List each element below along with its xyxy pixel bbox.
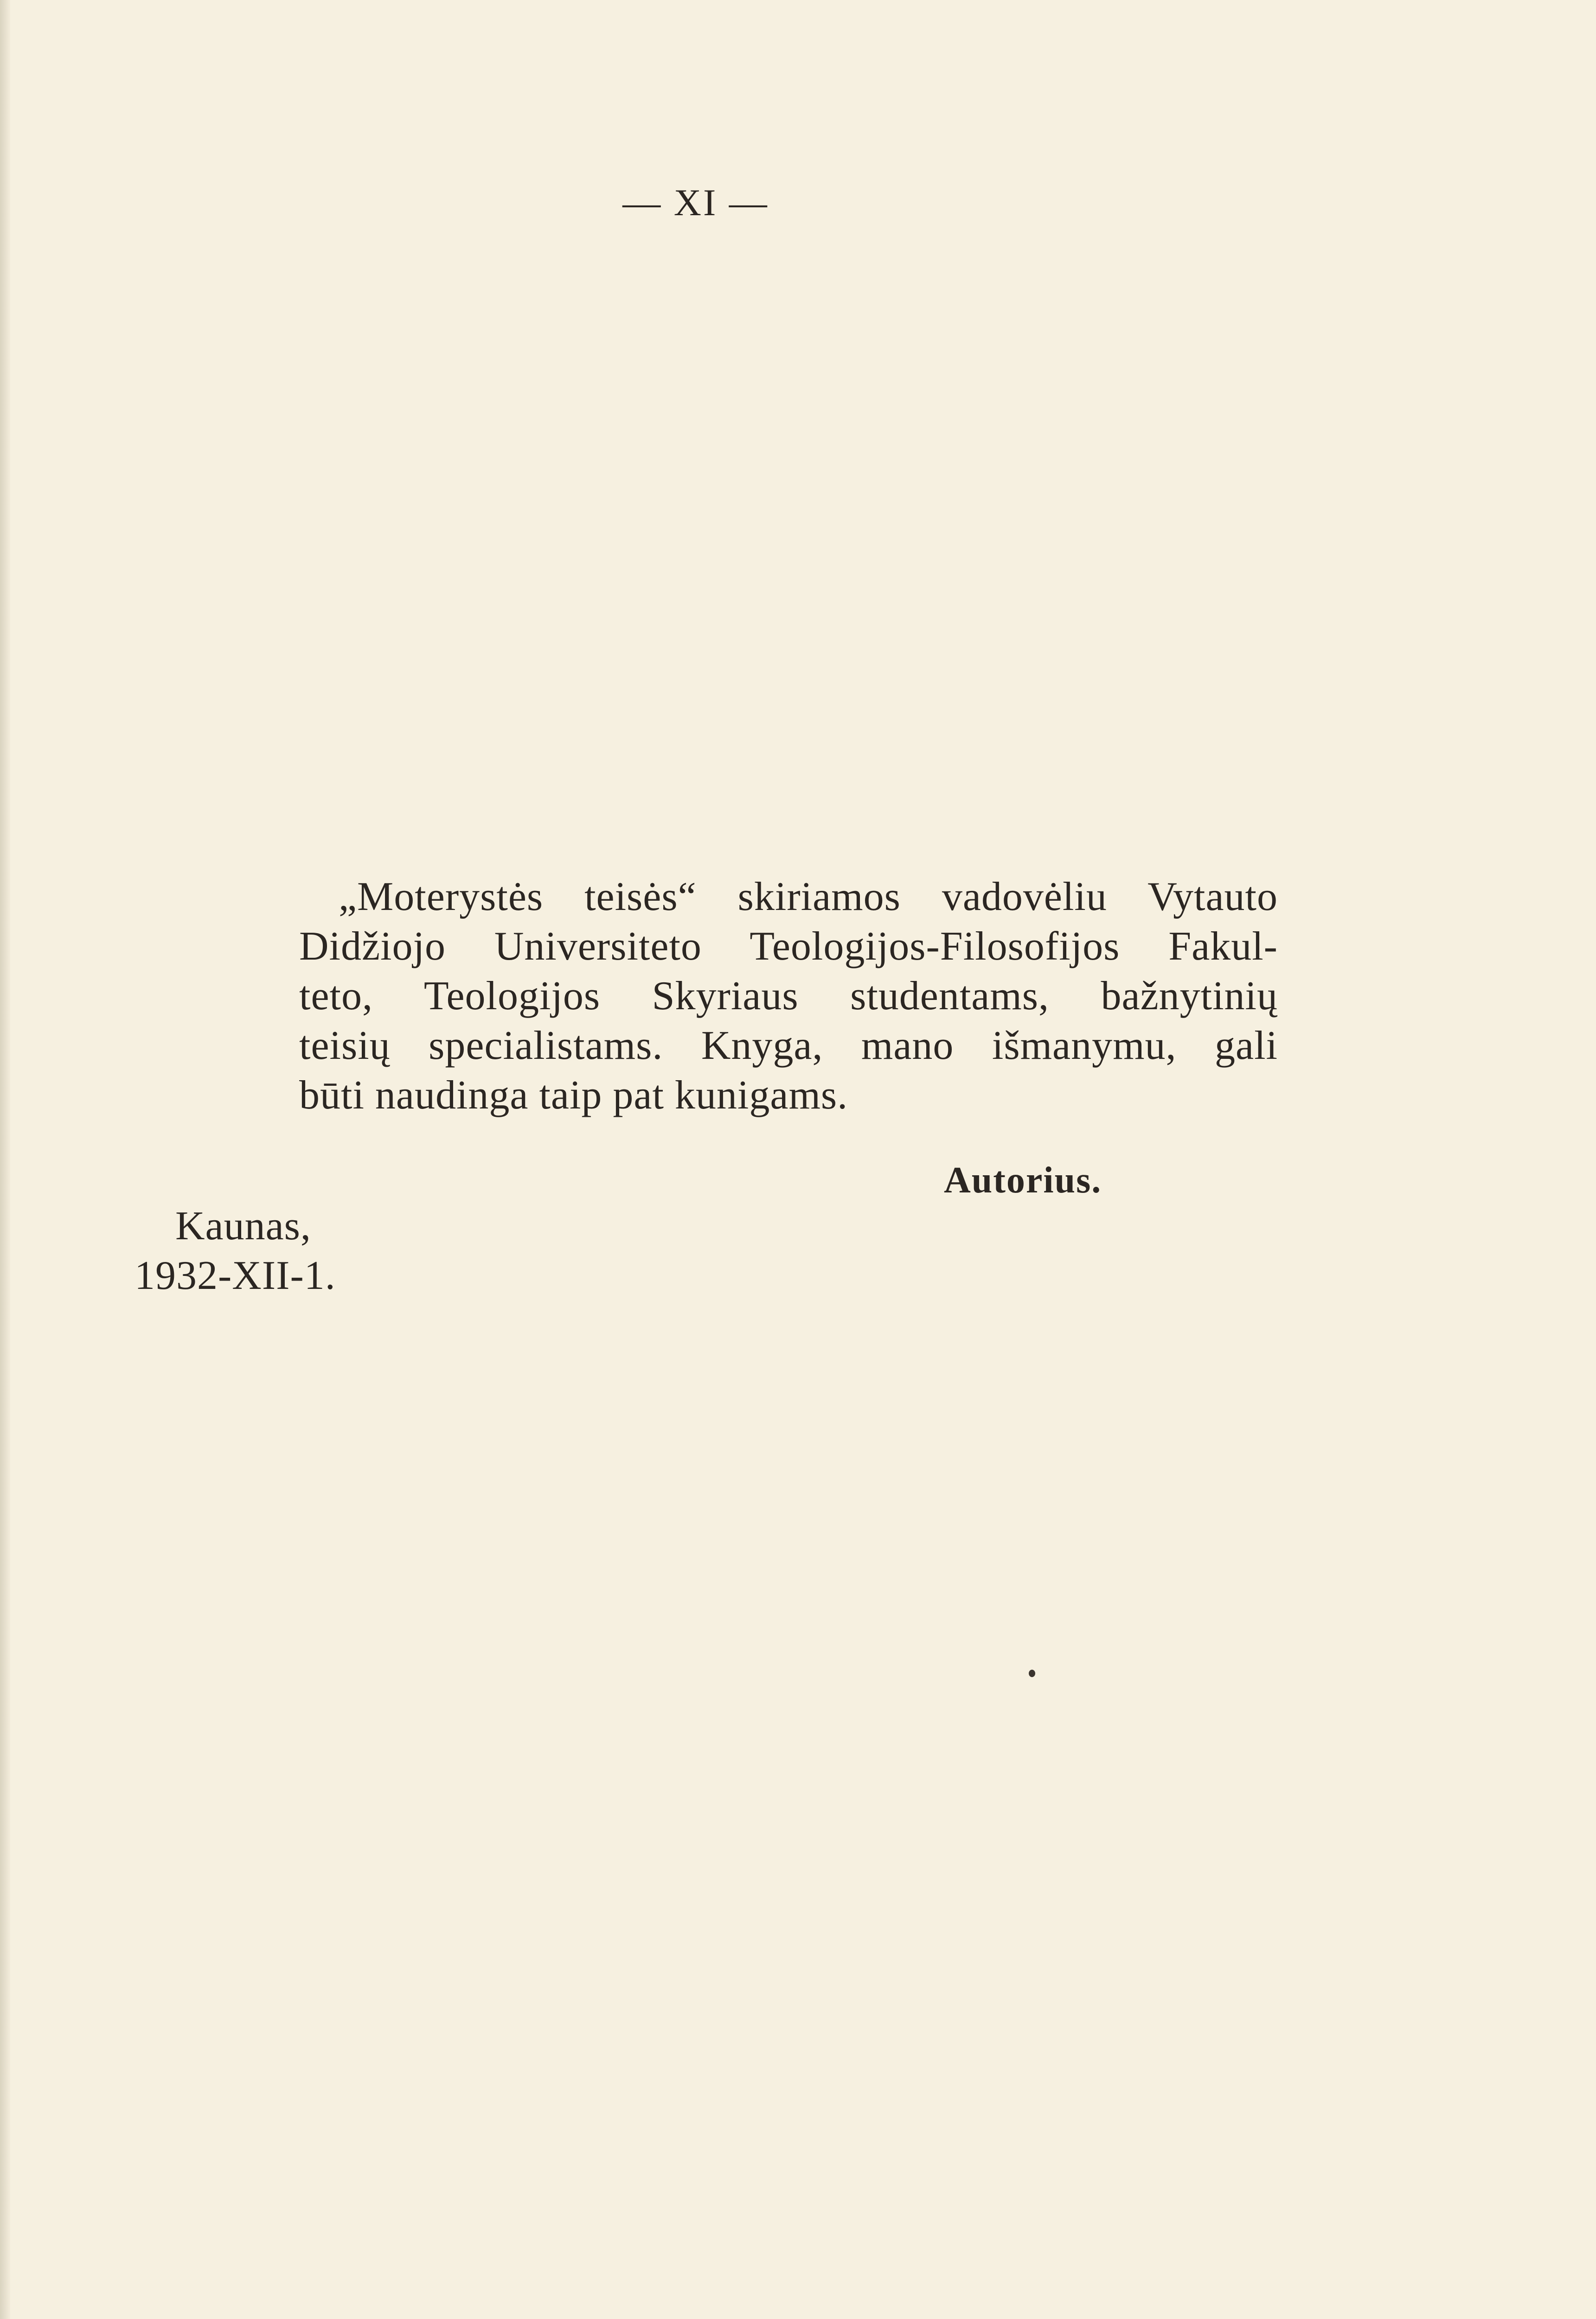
place-date-block bbox=[135, 1201, 336, 1300]
dedication-line: būti naudinga taip pat kunigams. bbox=[299, 1073, 848, 1118]
dedication-line: teisių specialistams. Knyga, mano išmanymu, gali bbox=[299, 1023, 1278, 1068]
dedication-line: Didžiojo Universiteto Teologijos-Filosofijos Fakul- bbox=[299, 924, 1278, 969]
ink-speck bbox=[1029, 1670, 1035, 1677]
page-edge bbox=[0, 0, 10, 2319]
dedication-paragraph bbox=[299, 872, 1278, 1120]
author-signature: Autorius. bbox=[944, 1160, 1102, 1201]
date-text: 1932-XII-1. bbox=[135, 1253, 336, 1298]
page-number: — XI — bbox=[622, 181, 769, 224]
dedication-line: teto, Teologijos Skyriaus studentams, bažnytinių bbox=[299, 974, 1278, 1019]
dedication-line: „Moterystės teisės“ skiriamos vadovėliu Vytauto bbox=[339, 874, 1278, 919]
place-name: Kaunas, bbox=[175, 1204, 311, 1249]
